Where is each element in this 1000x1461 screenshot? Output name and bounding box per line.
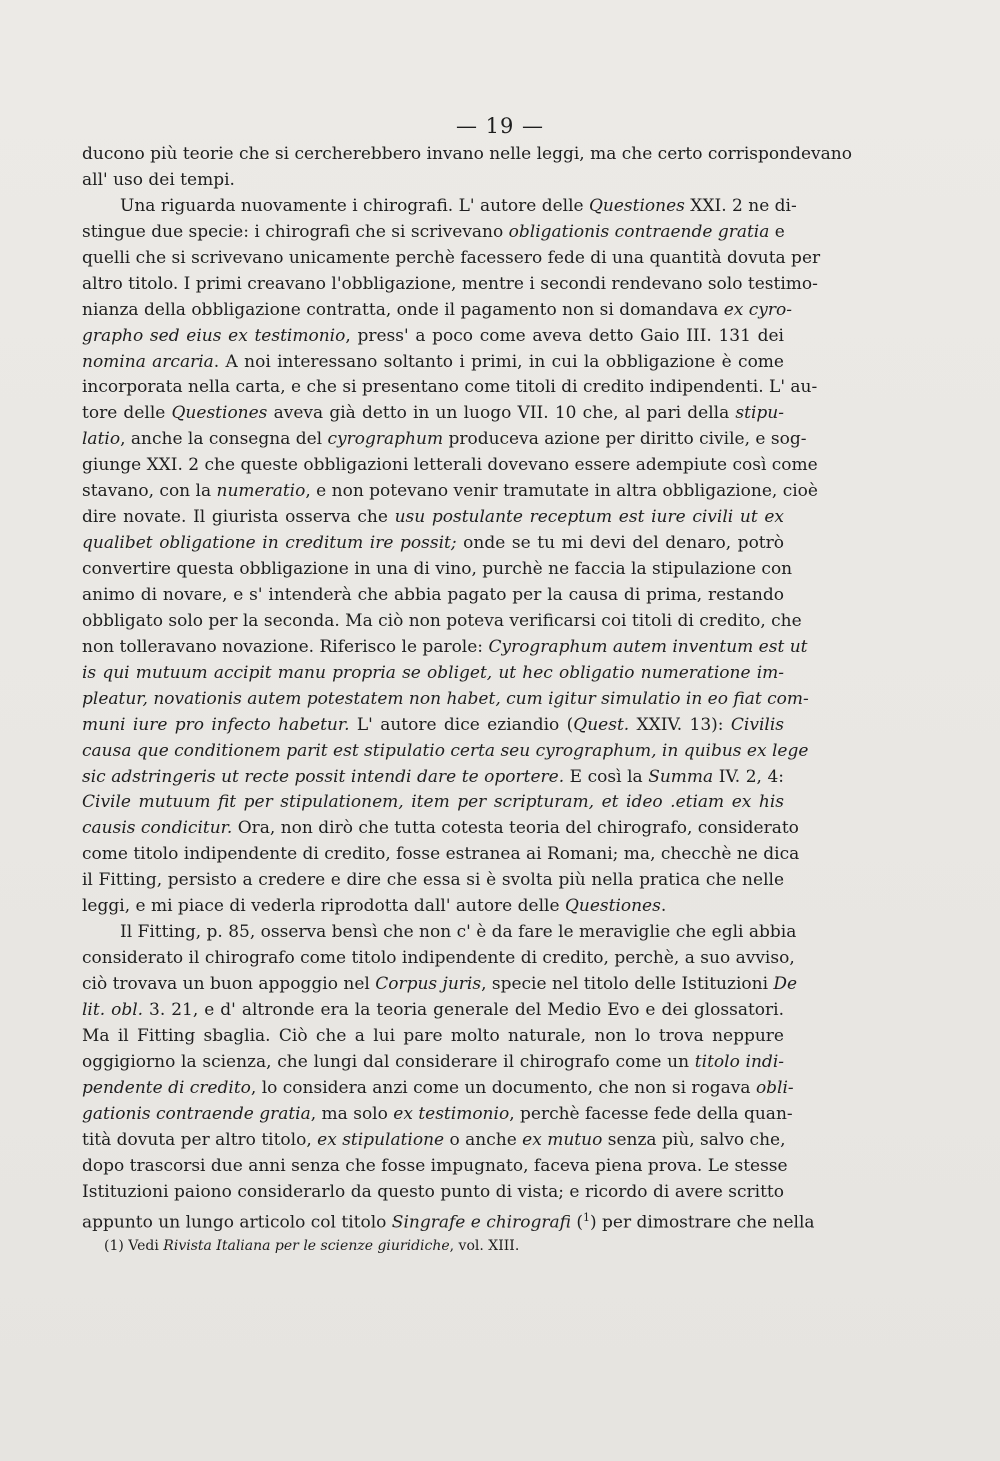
text-line [82,1102,793,1128]
text-line [82,298,792,324]
text-segment: , e non potevano venir tramutate in altra obbligazione, cioè [305,481,818,502]
text-segment: L' autore dice eziandio ( [349,714,574,735]
text-segment: dopo trascorsi due anni senza che fosse impugnato, faceva piena prova. Le stesse [82,1155,788,1176]
text-segment: leggi, e mi piace di vederla riprodotta dall' autore delle [82,896,565,917]
text-line [82,1205,815,1234]
text-line [82,557,793,583]
text-segment: giunge XXI. 2 che queste obbligazioni letterali dovevano essere adempiute così come [82,455,818,476]
text-line [82,998,784,1024]
italic-segment: Questiones [564,896,661,917]
text-segment: Ora, non dirò che tutta cotesta teoria del chirografo, considerato [232,818,799,839]
text-segment: Il Fitting, p. 85, osserva bensì che non c' è da fare le meraviglie che egli abbia [120,922,797,943]
text-line [82,401,784,427]
text-line [82,739,809,765]
text-segment: all' uso dei tempi. [82,169,235,190]
italic-segment: latio [82,429,121,450]
text-segment: animo di novare, e s' intenderà che abbia pagato per la causa di prima, restando [82,584,784,605]
italic-segment: obli- [755,1077,794,1098]
text-line [82,505,784,531]
text-segment: , ma solo [310,1103,394,1124]
footnote [104,1236,784,1256]
text-line [82,816,799,842]
text-segment: XXI. 2 ne di- [684,195,797,216]
text-segment: 3. 21, e d' altronde era la teoria generale del Medio Evo e dei glossatori. [143,999,784,1020]
page-number: — 19 — [455,114,545,138]
text-line [82,1024,784,1050]
text-line [82,1128,784,1154]
text-line [82,453,818,479]
text-segment: Una riguarda nuovamente i chirografi. L' autore delle [120,195,589,216]
text-segment: Istituzioni paiono considerarlo da questo punto di vista; e ricordo di avere scritto [82,1181,784,1202]
text-line [82,609,802,635]
italic-segment: Summa [648,766,714,787]
body-text [82,142,852,1234]
text-segment: . A noi interessano soltanto i primi, in cui la obbligazione è come [213,351,784,372]
italic-segment: qualibet obligatione in creditum ire possit; [82,533,457,554]
text-segment: E così la [564,766,649,787]
text-line [82,531,784,557]
italic-segment: causa que conditionem parit est stipulatio certa seu cyrographum, in quibus ex lege [82,740,809,761]
footnote-text-before: Vedi [123,1238,164,1254]
text-line [82,972,798,998]
text-line [82,790,784,816]
text-segment: senza più, salvo che, [602,1129,786,1150]
text-segment: stingue due specie: i chirografi che si scrivevano [82,221,509,242]
text-line [82,168,784,194]
text-line [82,1180,784,1206]
text-segment: convertire questa obbligazione in una di vino, purchè ne faccia la stipulazione con [82,559,793,579]
text-segment: produceva azione per diritto civile, e sog- [443,429,807,450]
text-segment: . [660,896,667,917]
italic-segment: gationis contraende gratia [82,1103,311,1124]
text-segment: considerato il chirografo come titolo indipendente di credito, perchè, a suo avviso, [82,948,795,969]
footnote-ref: 1 [583,1211,590,1225]
italic-segment: grapho sed eius ex testimonio [82,325,346,346]
text-segment: altro titolo. I primi creavano l'obbligazione, mentre i secondi rendevano solo testimo- [82,273,818,294]
italic-segment: sic adstringeris ut recte possit intendi dare te oportere. [82,766,565,787]
text-line [82,220,784,246]
italic-segment: muni iure pro infecto habetur. [82,714,350,735]
text-line [82,375,818,401]
text-segment: IV. 2, 4: [713,766,784,787]
italic-segment: ex testimonio [393,1103,510,1124]
text-segment: aveva già detto in un luogo VII. 10 che, al pari della [267,403,736,424]
italic-segment: Questiones [588,195,685,216]
text-segment: il Fitting, persisto a credere e dire che essa si è svolta più nella pratica che nelle [82,870,784,891]
text-segment: o anche [444,1129,523,1150]
text-segment: oggigiorno la scienza, che lungi dal considerare il chirografo come un [82,1051,695,1072]
text-segment: stavano, con la [82,481,217,502]
text-segment: ) per dimostrare che nella [590,1213,815,1234]
italic-segment: De [773,974,798,994]
text-segment: , press' a poco come aveva detto Gaio III. 131 dei [345,325,784,346]
text-line [82,868,784,894]
text-line [82,920,797,946]
text-segment: non tolleravano novazione. Riferisco le parole: [82,636,489,657]
italic-segment: ex stipulatione [317,1129,445,1150]
text-line [82,194,797,220]
text-line [82,1050,784,1076]
italic-segment: usu postulante receptum est iure civili ut ex [394,507,784,528]
text-segment: , perchè facesse fede della quan- [509,1103,793,1124]
text-segment: incorporata nella carta, e che si presentano come titoli di credito indipendenti. L' au- [82,377,818,398]
italic-segment: causis condicitur. [82,818,233,839]
text-segment: obbligato solo per la seconda. Ma ciò non poteva verificarsi coi titoli di credito, che [82,610,802,631]
text-segment: e [769,221,785,242]
italic-segment: numeratio [216,481,306,502]
text-segment: , lo considera anzi come un documento, che non si rogava [250,1077,756,1098]
text-line [82,1154,788,1180]
italic-segment: obligationis contraende gratia [508,221,770,242]
text-line [82,246,821,272]
text-segment: tore delle [82,403,172,424]
text-line [82,635,808,661]
text-line [82,765,784,791]
text-line [82,272,818,298]
text-segment: Ma il Fitting sbaglia. Ciò che a lui pare molto naturale, non lo trova neppure [82,1025,784,1046]
italic-segment: ex cyro- [723,299,792,320]
text-line [82,142,852,168]
text-segment: onde se tu mi devi del denaro, potrò [456,533,784,554]
text-segment: ciò trovava un buon appoggio nel [82,974,376,994]
text-line [82,1076,794,1102]
text-segment: appunto un lungo articolo col titolo [82,1213,392,1234]
italic-segment: titolo indi- [694,1051,784,1072]
italic-segment: Civilis [730,714,784,735]
italic-segment: cyrographum [327,429,444,450]
italic-segment: Cyrographum autem inventum est ut [488,636,808,657]
italic-segment: nomina arcaria [82,351,214,372]
footnote-journal: Rivista Italiana per le scienze giuridiche [163,1238,450,1254]
text-segment: ( [570,1213,583,1234]
italic-segment: Quest. [573,714,630,735]
text-line [82,661,784,687]
text-segment: ducono più teorie che si cercherebbero invano nelle leggi, ma che certo corrispondevano [82,144,852,164]
text-line [82,427,807,453]
footnote-text-after: , vol. XIII. [449,1238,520,1254]
text-segment: quelli che si scrivevano unicamente perchè facessero fede di una quantità dovuta per [82,247,821,268]
text-segment: tità dovuta per altro titolo, [82,1129,318,1150]
text-line [82,946,795,972]
text-segment: dire novate. Il giurista osserva che [82,507,395,528]
italic-segment: Corpus juris [375,974,482,994]
text-line [82,583,784,609]
text-line [82,894,784,920]
italic-segment: Singrafe e chirografi [391,1213,571,1234]
text-segment: XXIV. 13): [629,714,731,735]
italic-segment: Civile mutuum fit per stipulationem, item per scripturam, et ideo .etiam ex his [82,792,784,813]
italic-segment: Questiones [171,403,268,424]
text-line [82,713,784,739]
text-line [82,350,784,376]
italic-segment: ex mutuo [522,1129,603,1150]
italic-segment: lit. obl. [82,999,144,1020]
text-segment: come titolo indipendente di credito, fosse estranea ai Romani; ma, checchè ne dica [82,844,800,865]
text-line [82,324,784,350]
text-line [82,687,809,713]
italic-segment: pendente di credito [82,1077,251,1098]
italic-segment: pleatur, novationis autem potestatem non habet, cum igitur simulatio in eo fiat com- [82,688,809,709]
text-segment: , anche la consegna del [120,429,328,450]
text-line [82,842,800,868]
text-line [82,479,818,505]
footnote-marker: (1) [104,1238,124,1254]
italic-segment: stipu- [735,403,784,424]
text-segment: , specie nel titolo delle Istituzioni [481,974,774,994]
italic-segment: is qui mutuum accipit manu propria se obliget, ut hec obligatio numeratione im- [82,662,784,683]
text-segment: nianza della obbligazione contratta, onde il pagamento non si domandava [82,299,724,320]
